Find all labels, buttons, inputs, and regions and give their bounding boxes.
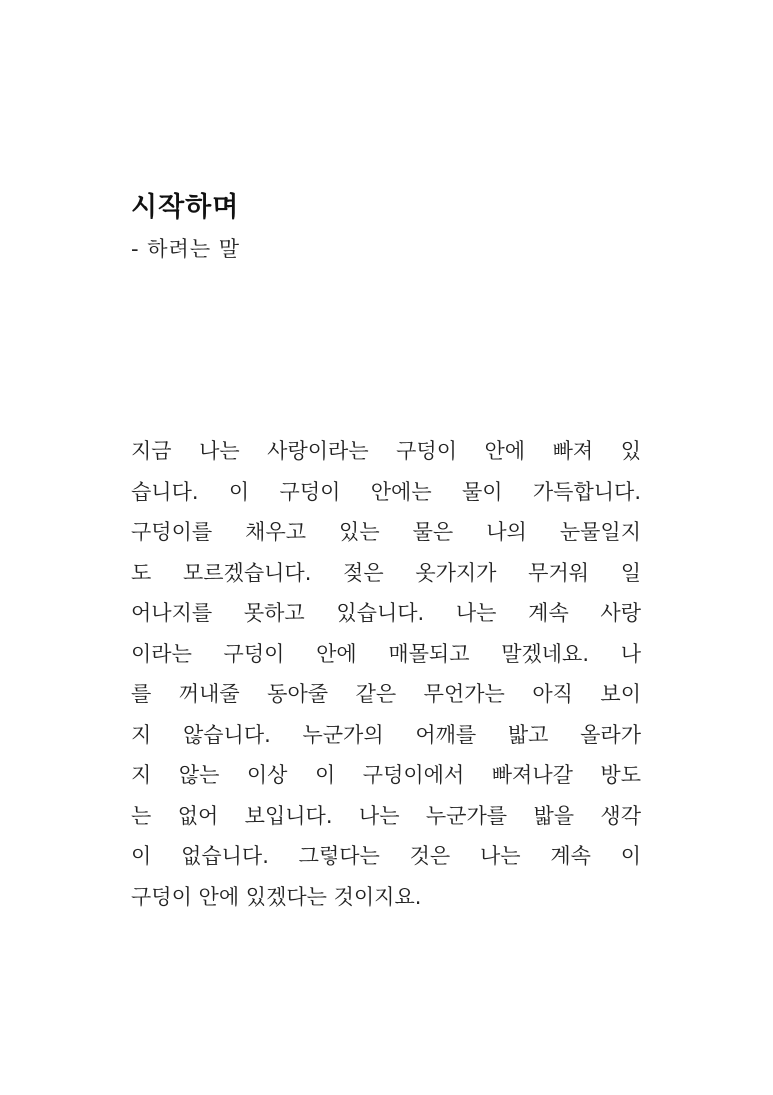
text-line: 지 않습니다. 누군가의 어깨를 밟고 올라가 [131, 722, 641, 747]
text-line: 이 없습니다. 그렇다는 것은 나는 계속 이 [131, 844, 641, 868]
body-paragraph [131, 431, 641, 917]
text-line: 이라는 구덩이 안에 매몰되고 말겠네요. 나 [131, 641, 641, 666]
chapter-subtitle: - 하려는 말 [131, 237, 241, 261]
text-line: 구덩이를 채우고 있는 물은 나의 눈물일지 [131, 520, 641, 544]
text-line-last: 구덩이 안에 있겠다는 것이지요. [131, 884, 422, 909]
text-line: 지금 나는 사랑이라는 구덩이 안에 빠져 있 [131, 439, 641, 463]
chapter-title: 시작하며 [131, 192, 240, 223]
text-line: 지 않는 이상 이 구덩이에서 빠져나갈 방도 [131, 763, 641, 787]
text-line: 를 꺼내줄 동아줄 같은 무언가는 아직 보이 [131, 682, 641, 706]
text-line: 어나지를 못하고 있습니다. 나는 계속 사랑 [131, 601, 641, 625]
chapter-heading [131, 188, 240, 266]
text-line: 는 없어 보입니다. 나는 누군가를 밟을 생각 [131, 803, 641, 828]
text-line: 습니다. 이 구덩이 안에는 물이 가득합니다. [131, 479, 641, 504]
text-line: 도 모르겠습니다. 젖은 옷가지가 무거워 일 [131, 560, 641, 585]
